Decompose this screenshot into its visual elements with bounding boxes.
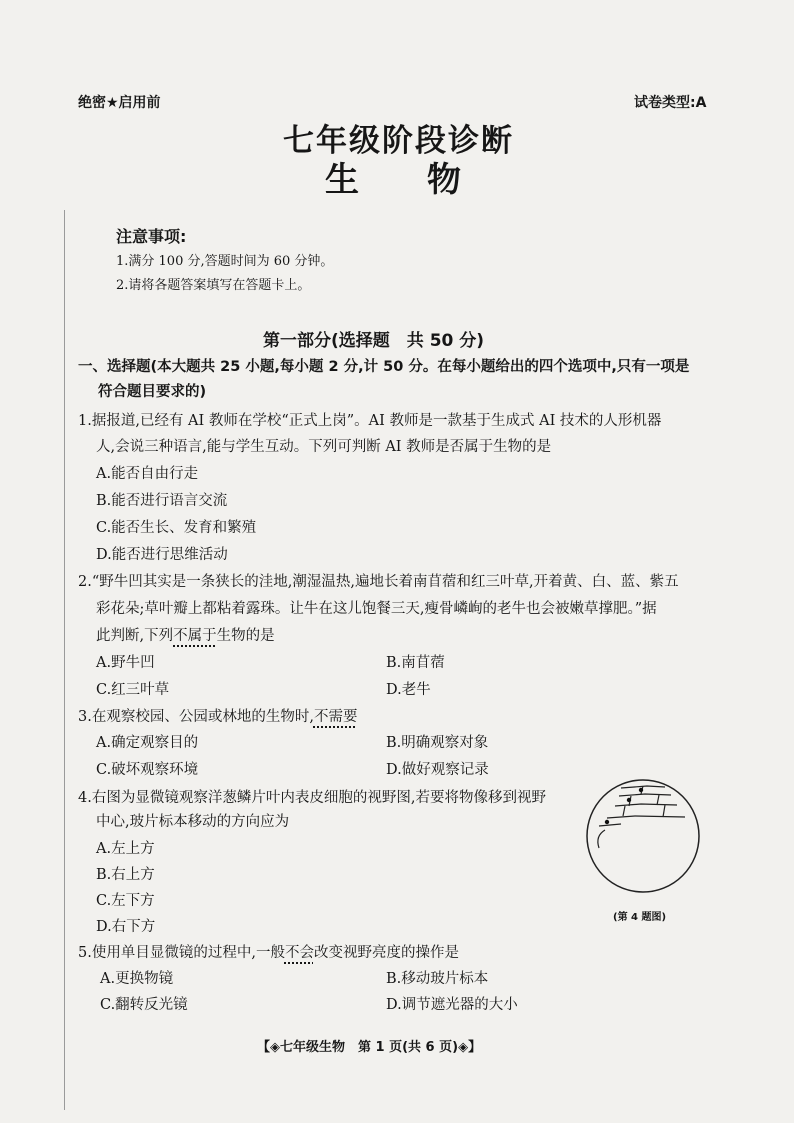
q2-suffix: 生物的是 (216, 628, 275, 644)
q4-option-d: D.右下方 (96, 919, 156, 935)
section-instructions-cont: 符合题目要求的) (98, 384, 207, 400)
figure-caption: (第 4 题图) (613, 912, 667, 923)
question-4-stem-cont: 中心,玻片标本移动的方向应为 (96, 814, 290, 830)
question-4-stem: 4.右图为显微镜观察洋葱鳞片叶内表皮细胞的视野图,若要将物像移到视野 (78, 790, 546, 806)
q2-option-d: D.老牛 (386, 682, 431, 698)
q2-option-b: B.南苜蓿 (386, 655, 445, 671)
q4-option-a: A.左上方 (96, 841, 155, 857)
q3-option-b: B.明确观察对象 (386, 735, 489, 751)
microscope-field-figure (585, 778, 705, 908)
cell-outlines (598, 786, 685, 848)
q5-suffix: 改变视野亮度的操作是 (313, 945, 459, 961)
page-footer: 【◈七年级生物 第 1 页(共 6 页)◈】 (257, 1040, 482, 1055)
q1-option-c: C.能否生长、发育和繁殖 (96, 520, 257, 536)
question-1-stem: 1.据报道,已经有 AI 教师在学校“正式上岗”。AI 教师是一款基于生成式 AI 技术的人形机器 (78, 413, 662, 429)
secret-label: 绝密★启用前 (78, 95, 161, 111)
notes-heading: 注意事项: (116, 227, 187, 246)
q1-option-d: D.能否进行思维活动 (96, 547, 228, 563)
q2-emphasis: 不属于 (173, 628, 217, 644)
q5-option-a: A.更换物镜 (100, 971, 174, 987)
q2-option-a: A.野牛凹 (96, 655, 155, 671)
note-item: 1.满分 100 分,答题时间为 60 分钟。 (116, 254, 334, 269)
cell-nuclei (605, 788, 643, 824)
note-item: 2.请将各题答案填写在答题卡上。 (116, 278, 311, 293)
part-heading: 第一部分(选择题 共 50 分) (263, 331, 485, 351)
q5-option-d: D.调节遮光器的大小 (386, 997, 518, 1013)
q5-option-c: C.翻转反光镜 (100, 997, 188, 1013)
exam-subject: 生 物 (325, 160, 461, 200)
q3-option-c: C.破坏观察环境 (96, 762, 199, 778)
question-1-stem-cont: 人,会说三种语言,能与学生互动。下列可判断 AI 教师是否属于生物的是 (96, 439, 552, 455)
q3-emphasis: 不需要 (313, 709, 358, 725)
paper-type-label: 试卷类型:A (634, 95, 707, 111)
q2-option-c: C.红三叶草 (96, 682, 170, 698)
q2-prefix: 此判断,下列 (96, 628, 174, 644)
q5-option-b: B.移动玻片标本 (386, 971, 489, 987)
question-2-stem: 2.“野牛凹其实是一条狭长的洼地,潮湿温热,遍地长着南苜蓿和红三叶草,开着黄、白、蓝、紫五 (78, 574, 679, 590)
q1-option-a: A.能否自由行走 (96, 466, 199, 482)
field-of-view-circle (587, 780, 699, 892)
q3-option-a: A.确定观察目的 (96, 735, 199, 751)
q3-prefix: 3.在观察校园、公园或林地的生物时, (78, 709, 314, 725)
question-2-stem-cont: 彩花朵;草叶瓣上都粘着露珠。让牛在这儿饱餐三天,瘦骨嶙峋的老牛也会被嫩草撑肥。”据 (96, 601, 657, 617)
section-instructions: 一、选择题(本大题共 25 小题,每小题 2 分,计 50 分。在每小题给出的四个选项中,只有一项是 (78, 359, 690, 375)
q5-prefix: 5.使用单目显微镜的过程中,一般 (78, 945, 285, 961)
q4-option-b: B.右上方 (96, 867, 155, 883)
exam-title: 七年级阶段诊断 (283, 123, 514, 159)
question-3-stem (78, 705, 357, 726)
question-2-stem-end (96, 624, 275, 645)
question-5-stem (78, 941, 459, 962)
q5-emphasis: 不会 (284, 945, 314, 961)
q1-option-b: B.能否进行语言交流 (96, 493, 228, 509)
q3-option-d: D.做好观察记录 (386, 762, 489, 778)
scan-edge-left (64, 210, 65, 1110)
q4-option-c: C.左下方 (96, 893, 155, 909)
